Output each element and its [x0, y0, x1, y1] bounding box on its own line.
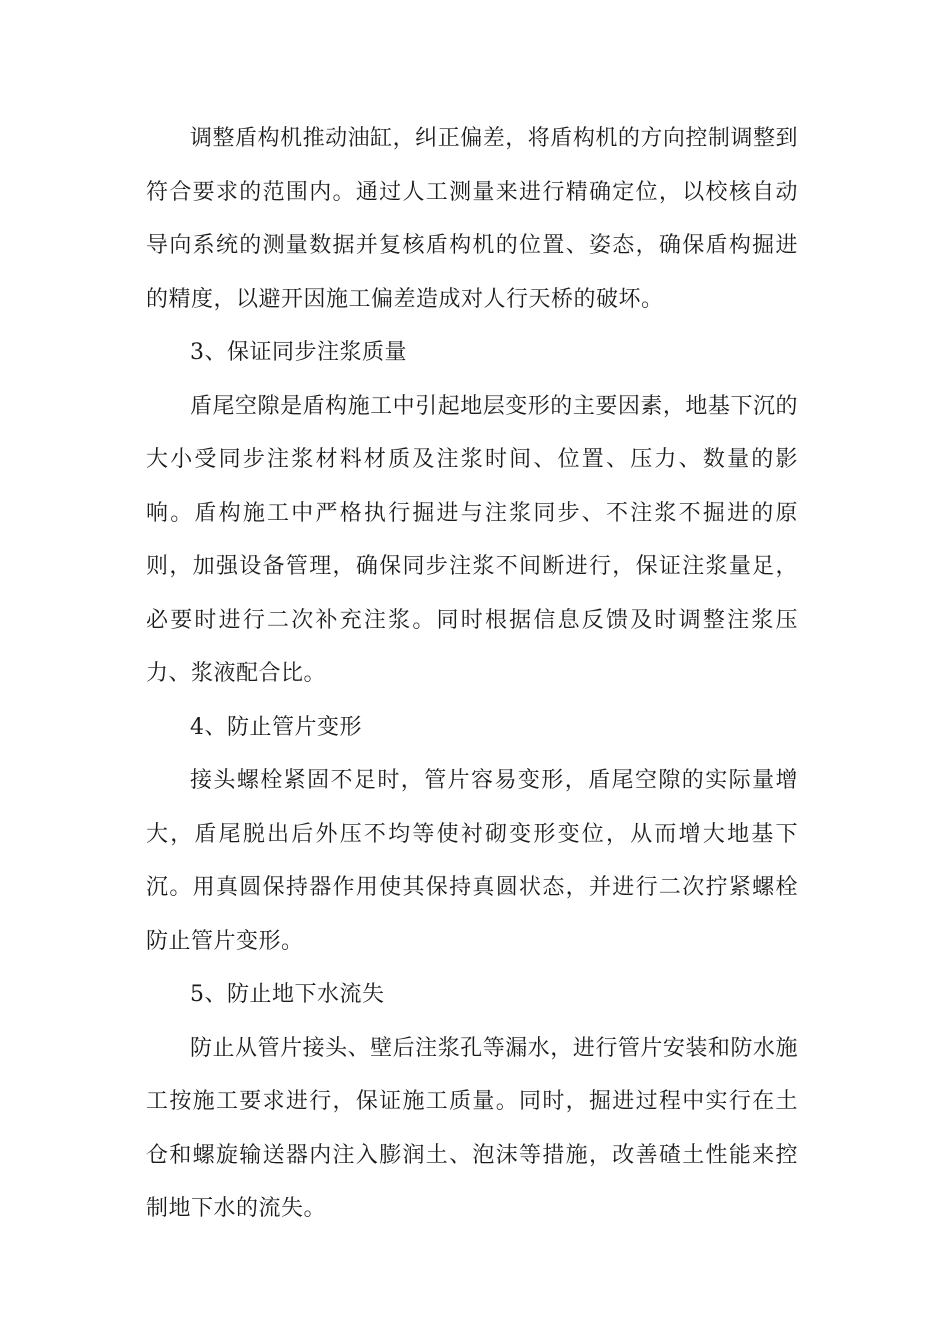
document-body — [146, 112, 798, 1236]
heading-groundwater-loss: 5、防止地下水流失 — [190, 982, 385, 1007]
paragraph-segment-deformation: 接头螺栓紧固不足时，管片容易变形，盾尾空隙的实际量增大，盾尾脱出后外压不均等使衬砌变形变位，从而增大地基下沉。用真圆保持器作用使其保持真圆状态，并进行二次拧紧螺栓防止管片变形。 — [146, 768, 798, 954]
heading-grouting-quality: 3、保证同步注浆质量 — [190, 340, 407, 365]
heading-segment-deformation: 4、防止管片变形 — [190, 714, 362, 740]
paragraph-grouting-quality: 盾尾空隙是盾构施工中引起地层变形的主要因素，地基下沉的大小受同步注浆材料材质及注浆时间、位置、压力、数量的影响。盾构施工中严格执行掘进与注浆同步、不注浆不掘进的原则，加强设备管理，确保同步注浆不间断进行，保证注浆量足，必要时进行二次补充注浆。同时根据信息反馈及时调整注浆压力、浆液配合比。 — [146, 393, 798, 686]
paragraph-groundwater-loss: 防止从管片接头、壁后注浆孔等漏水，进行管片安装和防水施工按施工要求进行，保证施工质量。同时，掘进过程中实行在土仓和螺旋输送器内注入膨润土、泡沫等措施，改善碴土性能来控制地下水的流失。 — [146, 1035, 798, 1221]
paragraph-shield-direction-control: 调整盾构机推动油缸，纠正偏差，将盾构机的方向控制调整到符合要求的范围内。通过人工测量来进行精确定位，以校核自动导向系统的测量数据并复核盾构机的位置、姿态，确保盾构掘进的精度，以避开因施工偏差造成对人行天桥的破坏。 — [146, 126, 798, 312]
